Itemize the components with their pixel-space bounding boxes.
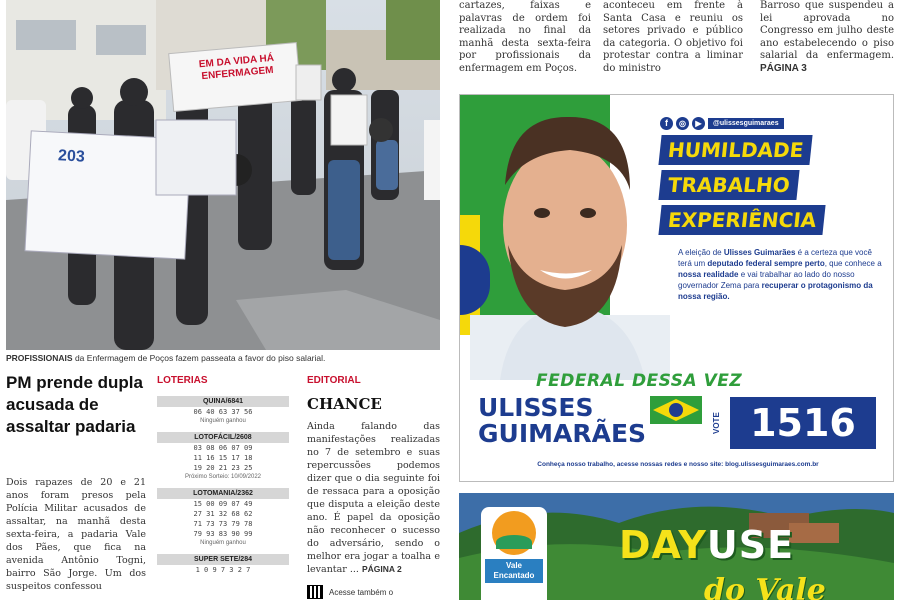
story-body: Dois rapazes de 20 e 21 anos foram presos pela Polícia Militar acusados de assaltar, na manhã desta sexta-feira, a padaria Vale dos Pães, que fica na avenida Antônio Togni, bairro São Jorge. Um dos suspeitos confessou xyxy=(6,477,146,592)
ad-body-run: recuperar o protagonismo da nossa região. xyxy=(678,281,873,301)
lottery-numbers: 71 73 73 79 78 xyxy=(193,520,253,528)
editorial-page-ref[interactable]: PÁGINA 2 xyxy=(361,564,402,574)
editorial-body-text: Ainda falando das manifestações realizadas no 7 de setembro e suas repercussões podemos dizer que o dia seguinte foi de ressaca para a oposição que disputa a eleição deste ano. É papel da oposição não reconhecer o sucesso do adversário, sendo o melhor era jogar a toalha e levantar ... xyxy=(307,421,440,575)
ad-body-run: Ulisses Guimarães xyxy=(723,248,796,257)
vote-label: VOTE xyxy=(712,412,721,434)
loterias-box xyxy=(157,396,289,581)
lottery-numbers: 06 40 63 37 56 xyxy=(193,408,253,416)
social-handle[interactable]: @ulissesguimaraes xyxy=(708,118,784,129)
resort-headline-use: USE xyxy=(706,523,795,567)
ad-body-run: e vai trabalhar ao lado do nosso governador Zema para xyxy=(678,270,855,290)
candidate-portrait xyxy=(470,95,670,380)
protest-photo-illustration xyxy=(6,0,440,350)
photo-sign-text: EM DA VIDA HÁ ENFERMAGEM xyxy=(198,52,275,83)
resort-logo-sun-icon xyxy=(492,511,536,555)
lottery-numbers: 11 16 15 17 18 xyxy=(193,454,253,462)
lottery-game-name: LOTOFÁCIL/2608 xyxy=(157,432,289,443)
top-column-3 xyxy=(760,0,894,82)
resort-headline-day: DAY xyxy=(619,523,707,567)
tagline-humildade: HUMILDADE xyxy=(658,135,813,165)
lottery-game xyxy=(157,432,289,482)
candidate-name-line1: ULISSES xyxy=(478,393,594,422)
candidate-number: 1516 xyxy=(730,397,876,449)
lottery-game-name: QUINA/6841 xyxy=(157,396,289,407)
qr-code-icon[interactable] xyxy=(307,585,323,599)
lottery-game xyxy=(157,488,289,548)
lottery-numbers: 1 0 9 7 3 2 7 xyxy=(195,566,251,574)
ad-body-run: nossa realidade xyxy=(678,270,739,279)
ad-body-run: é a certeza que você terá um xyxy=(678,248,872,268)
tagline-trabalho: TRABALHO xyxy=(658,170,799,200)
ad-body-run: , que conhece a xyxy=(824,259,882,268)
slogan: FEDERAL DESSA VEZ xyxy=(536,371,743,391)
top-page-ref[interactable]: PÁGINA 3 xyxy=(760,62,807,74)
resort-ad[interactable] xyxy=(459,493,894,600)
ad-body-text xyxy=(678,247,886,302)
social-row xyxy=(660,117,784,130)
lottery-numbers: 79 93 83 90 99 xyxy=(193,530,253,538)
instagram-icon[interactable]: ◎ xyxy=(676,117,689,130)
lottery-numbers: 27 31 32 68 62 xyxy=(193,510,253,518)
lottery-game xyxy=(157,396,289,426)
resort-logo xyxy=(481,507,547,600)
candidate-name-line2: GUIMARÃES xyxy=(478,419,647,448)
photo-caption xyxy=(6,353,440,363)
caption-text: da Enfermagem de Poços fazem passeata a favor do piso salarial. xyxy=(72,353,326,363)
brazil-flag-icon xyxy=(650,396,702,424)
top-column-2-text: aconteceu em frente à Santa Casa e reuniu os setores privado e público da categoria. O objetivo foi protestar contra a liminar do ministro xyxy=(603,0,743,74)
lottery-game xyxy=(157,554,289,575)
top-column-1-text: cartazes, faixas e palavras de ordem foi realizada no final da manhã desta sexta-feira por profissionais da enfermagem em Poços. xyxy=(459,0,591,74)
ad-footer[interactable]: Conheça nosso trabalho, acesse nossas redes e nosso site: blog.ulissesguimaraes.com.br xyxy=(537,461,819,468)
caption-lead: PROFISSIONAIS xyxy=(6,353,73,363)
editorial-title[interactable]: CHANCE xyxy=(307,395,382,413)
lottery-numbers: 03 08 06 07 09 xyxy=(193,444,253,452)
lottery-note: Ninguém ganhou xyxy=(200,418,246,424)
lottery-note: Próximo Sorteio: 10/09/2022 xyxy=(184,474,262,480)
lottery-note: Ninguém ganhou xyxy=(200,540,246,546)
candidate-name xyxy=(478,395,646,447)
top-column-3-text: Barroso que suspendeu a lei aprovada no Congresso em julho deste ano estabelecendo o piso salarial da enfermagem. xyxy=(760,0,894,61)
editorial-body xyxy=(307,420,440,580)
lottery-game-name: LOTOMANIA/2362 xyxy=(157,488,289,499)
protest-photo xyxy=(6,0,440,350)
top-column-1 xyxy=(459,0,591,82)
editorial-bottom xyxy=(307,585,440,599)
lottery-numbers: 15 00 09 07 49 xyxy=(193,500,253,508)
facebook-icon[interactable]: f xyxy=(660,117,673,130)
tagline-experiencia: EXPERIÊNCIA xyxy=(658,205,825,235)
ad-body-run: A eleição de xyxy=(678,248,724,257)
photo-sign-number: 203 xyxy=(57,147,86,166)
top-column-2 xyxy=(603,0,743,82)
youtube-icon[interactable]: ▶ xyxy=(692,117,705,130)
story-headline[interactable]: PM prende dupla acusada de assaltar padaria xyxy=(6,373,143,436)
resort-logo-text: Vale Encantado xyxy=(485,559,543,583)
editorial-bottom-text: Acesse também o xyxy=(329,587,394,597)
resort-headline xyxy=(619,523,794,567)
lottery-numbers: 19 20 21 23 25 xyxy=(193,464,253,472)
editorial-section: EDITORIAL xyxy=(307,375,361,386)
ad-body-run: deputado federal sempre perto xyxy=(707,259,825,268)
lottery-game-name: SUPER SETE/284 xyxy=(157,554,289,565)
campaign-ad[interactable] xyxy=(459,94,894,482)
resort-sub: do Vale xyxy=(704,573,826,600)
loterias-title: LOTERIAS xyxy=(157,375,208,386)
